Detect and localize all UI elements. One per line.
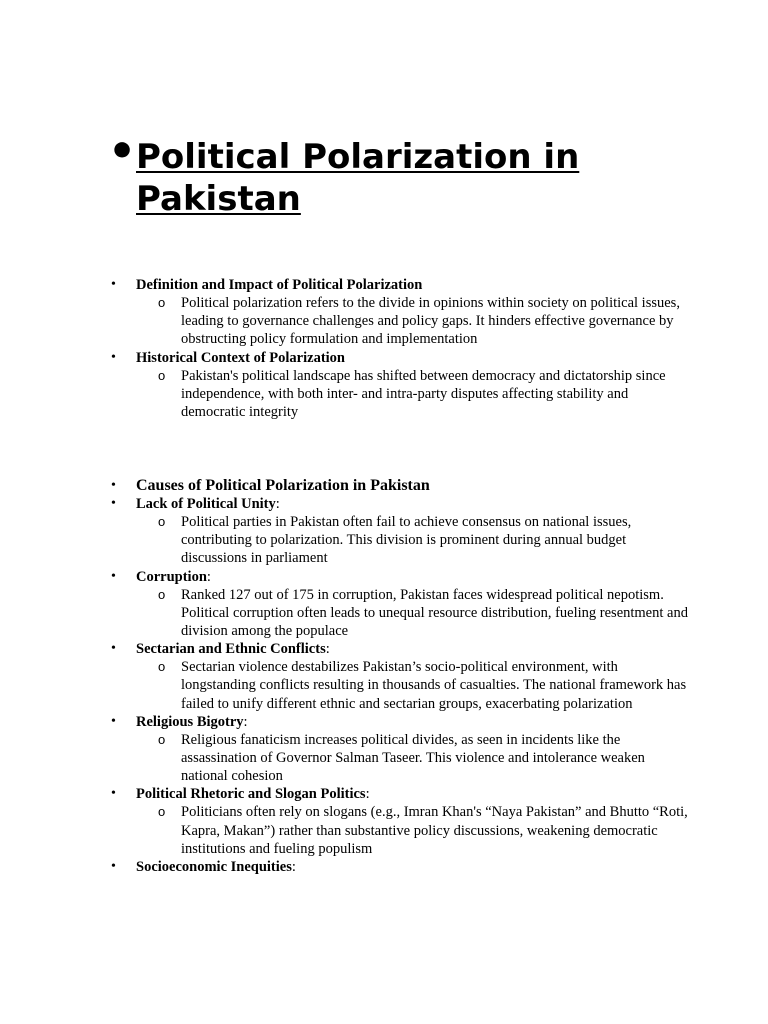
sub-item-corruption bbox=[108, 586, 688, 641]
list-item-unity bbox=[108, 495, 688, 513]
item-colon: : bbox=[365, 786, 370, 803]
list-item-socioeconomic bbox=[108, 858, 688, 876]
sub-item-unity bbox=[108, 513, 688, 568]
list-item-sectarian bbox=[108, 640, 688, 658]
title-block bbox=[108, 126, 668, 220]
bullet-dot: • bbox=[111, 349, 116, 365]
sub-bullet-marker: o bbox=[158, 295, 166, 310]
sub-item-definition bbox=[108, 294, 688, 349]
intro-list bbox=[108, 276, 688, 421]
item-colon: : bbox=[275, 496, 280, 512]
item-heading: Sectarian and Ethnic Conflicts bbox=[136, 641, 326, 658]
list-item-definition bbox=[108, 276, 688, 294]
item-colon: : bbox=[325, 641, 330, 658]
bullet-dot: • bbox=[111, 277, 116, 292]
sub-bullet-marker: o bbox=[158, 731, 166, 747]
causes-list bbox=[108, 476, 688, 876]
sub-bullet-marker: o bbox=[158, 586, 166, 602]
sub-item-text: Ranked 127 out of 175 in corruption, Pakistan faces widespread political nepotism. Political corruption often leads to unequal resource distribution, fueling resentment and division among the populace bbox=[181, 586, 688, 640]
bullet-dot: • bbox=[111, 786, 116, 802]
item-heading: Corruption bbox=[136, 568, 207, 585]
bullet-dot: • bbox=[111, 859, 116, 875]
bullet-dot: • bbox=[111, 496, 116, 511]
title-bullet: • bbox=[108, 126, 137, 177]
list-item-rhetoric bbox=[108, 785, 688, 803]
item-heading: Definition and Impact of Political Polarization bbox=[136, 277, 423, 293]
bullet-dot: • bbox=[111, 641, 116, 657]
sub-item-text: Politicians often rely on slogans (e.g., Imran Khan's “Naya Pakistan” and Bhutto “Roti, Kapra, Makan”) rather than substantive policy discussions, weakening democratic institutions and fueling populism bbox=[181, 804, 688, 857]
sub-item-historical bbox=[108, 367, 688, 422]
sub-bullet-marker: o bbox=[158, 367, 166, 383]
sub-item-text: Sectarian violence destabilizes Pakistan’s socio-political environment, with longstanding conflicts resulting in thousands of casualties. The national framework has failed to unify different ethnic and sectarian groups, exacerbating polarization bbox=[181, 659, 687, 712]
sub-item-text: Political parties in Pakistan often fail to achieve consensus on national issues, contributing to polarization. This division is prominent during annual budget discussions in parliament bbox=[181, 514, 632, 567]
list-item-historical bbox=[108, 349, 688, 367]
item-heading: Political Rhetoric and Slogan Politics bbox=[136, 786, 366, 803]
causes-heading-item bbox=[108, 476, 688, 495]
bullet-dot: • bbox=[111, 478, 116, 493]
sub-item-sectarian bbox=[108, 658, 688, 713]
page-title: Political Polarization in Pakistan bbox=[136, 137, 580, 219]
sub-bullet-marker: o bbox=[158, 659, 166, 675]
list-item-religious bbox=[108, 713, 688, 731]
item-colon: : bbox=[243, 713, 248, 730]
item-heading: Historical Context of Polarization bbox=[136, 349, 345, 366]
sub-bullet-marker: o bbox=[158, 804, 166, 820]
sub-item-rhetoric bbox=[108, 803, 688, 858]
bullet-dot: • bbox=[111, 713, 116, 729]
bullet-dot: • bbox=[111, 568, 116, 584]
item-colon: : bbox=[291, 859, 296, 876]
item-heading: Socioeconomic Inequities bbox=[136, 859, 292, 876]
sub-bullet-marker: o bbox=[158, 514, 166, 529]
item-heading: Religious Bigotry bbox=[136, 713, 244, 730]
sub-item-text: Religious fanaticism increases political divides, as seen in incidents like the assassination of Governor Salman Taseer. This violence and intolerance weaken national cohesion bbox=[181, 731, 645, 785]
sub-item-religious bbox=[108, 731, 688, 786]
item-colon: : bbox=[206, 568, 211, 585]
sub-item-text: Pakistan's political landscape has shifted between democracy and dictatorship since independence, with both inter- and intra-party disputes affecting stability and democratic integrity bbox=[181, 367, 666, 421]
section-heading: Causes of Political Polarization in Pakistan bbox=[136, 477, 430, 494]
sub-item-text: Political polarization refers to the divide in opinions within society on political issues, leading to governance challenges and policy gaps. It hinders effective governance by obstructing policy formulation and implementation bbox=[181, 295, 680, 348]
item-heading: Lack of Political Unity bbox=[136, 496, 276, 512]
list-item-corruption bbox=[108, 568, 688, 586]
